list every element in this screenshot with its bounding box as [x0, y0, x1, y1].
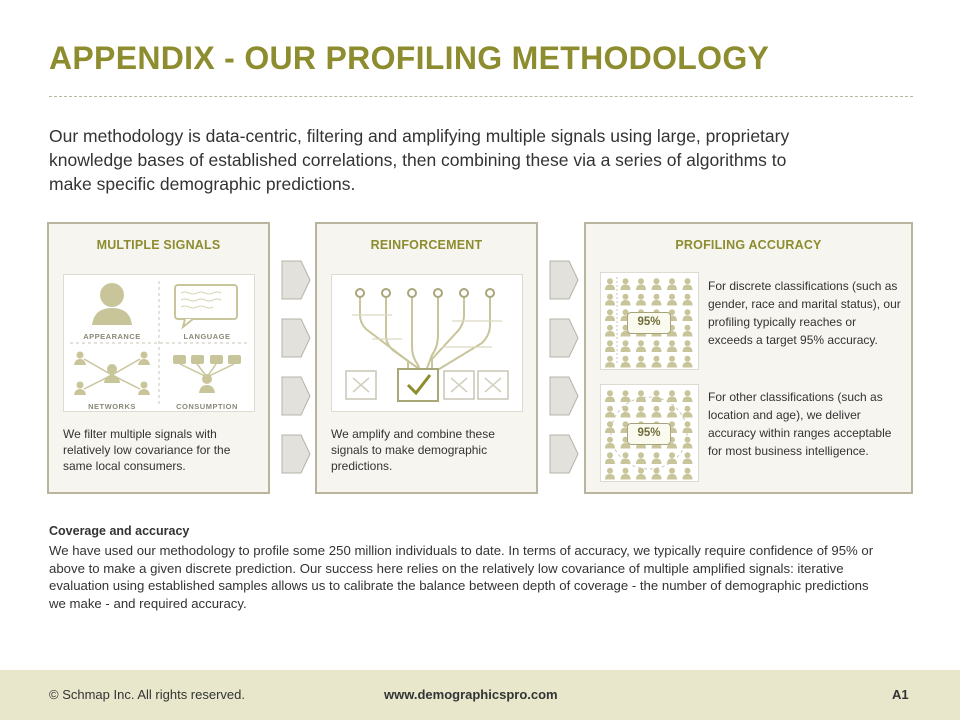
arrow-right-icon [281, 260, 311, 300]
person-icon [621, 468, 631, 480]
coverage-title: Coverage and accuracy [49, 524, 190, 538]
person-icon [652, 468, 662, 480]
appearance-cell [64, 275, 160, 341]
person-icon [667, 468, 677, 480]
reinforcement-diagram [331, 274, 523, 412]
person-icon [605, 340, 615, 352]
person-icon [667, 406, 677, 418]
person-icon [652, 278, 662, 290]
network-people-icon [64, 345, 160, 401]
reinforcement-panel [315, 222, 538, 494]
person-icon [605, 437, 615, 449]
person-icon [683, 452, 693, 464]
shopping-baskets-icon [159, 345, 255, 401]
person-icon [683, 325, 693, 337]
consumption-label: CONSUMPTION [176, 402, 238, 411]
person-icon [621, 294, 631, 306]
multiple-signals-description: We filter multiple signals with relatively low covariance for the same local consumers. [63, 427, 231, 473]
profiling-accuracy-heading: PROFILING ACCURACY [675, 238, 822, 252]
other-accuracy-grid [600, 384, 699, 482]
arrow-right-icon [549, 318, 579, 358]
person-icon [621, 278, 631, 290]
footer-copyright: © Schmap Inc. All rights reserved. [49, 687, 245, 702]
person-icon [636, 390, 646, 402]
discrete-accuracy-description: For discrete classifications (such as gender, race and marital status), our profiling typically reaches or exceeds a target 95% accuracy. [708, 279, 901, 347]
arrow-right-icon [281, 376, 311, 416]
person-icon [652, 390, 662, 402]
person-icon [605, 325, 615, 337]
reinforcement-description: We amplify and combine these signals to make demographic predictions. [331, 427, 495, 473]
reinforcement-heading: REINFORCEMENT [370, 238, 483, 252]
person-icon [605, 309, 615, 321]
person-icon [667, 340, 677, 352]
arrow-right-icon [281, 434, 311, 474]
person-icon [605, 278, 615, 290]
person-bust-icon [64, 275, 160, 331]
person-icon [652, 406, 662, 418]
page-title: APPENDIX - OUR PROFILING METHODOLOGY [49, 40, 770, 76]
person-icon [605, 421, 615, 433]
person-icon [683, 437, 693, 449]
networks-label: NETWORKS [88, 402, 136, 411]
language-cell [159, 275, 255, 341]
language-label: LANGUAGE [183, 332, 231, 341]
signal-combination-diagram [332, 275, 522, 411]
person-icon [605, 390, 615, 402]
appearance-label: APPEARANCE [83, 332, 141, 341]
person-icon [683, 278, 693, 290]
person-icon [605, 468, 615, 480]
person-icon [636, 468, 646, 480]
consumption-cell [159, 345, 255, 411]
person-icon [683, 356, 693, 368]
arrow-right-icon [281, 318, 311, 358]
person-icon [667, 452, 677, 464]
profiling-accuracy-panel [584, 222, 913, 494]
signals-grid [63, 274, 255, 412]
person-icon [652, 452, 662, 464]
person-icon [667, 390, 677, 402]
footer [0, 670, 960, 720]
person-icon [652, 356, 662, 368]
person-icon [667, 294, 677, 306]
title-divider [49, 96, 913, 97]
person-icon [621, 340, 631, 352]
person-icon [605, 452, 615, 464]
arrow-right-icon [549, 376, 579, 416]
person-icon [683, 294, 693, 306]
person-icon [683, 468, 693, 480]
coverage-paragraph: We have used our methodology to profile some 250 million individuals to date. In terms of accuracy, we typically require confidence of 95% or above to make a given discrete prediction. Our success here relies on the relatively low covariance of multiple amplified signals: iterative evaluation using established samples allows us to calibrate the balance between depth of coverage - the number of demographic predictions we make - and required accuracy. [49, 543, 874, 611]
intro-paragraph: Our methodology is data-centric, filtering and amplifying multiple signals using large, proprietary knowledge bases of established correlations, then combining these via a series of algorithms to make specific demographic predictions. [49, 126, 790, 194]
person-icon [605, 406, 615, 418]
multiple-signals-heading: MULTIPLE SIGNALS [96, 238, 221, 252]
person-icon [636, 294, 646, 306]
person-icon [683, 340, 693, 352]
accuracy-badge-discrete: 95% [627, 312, 671, 334]
person-icon [683, 309, 693, 321]
accuracy-badge-other: 95% [627, 423, 671, 445]
speech-bubble-icon [159, 275, 255, 331]
person-icon [636, 278, 646, 290]
person-icon [683, 390, 693, 402]
arrow-right-icon [549, 260, 579, 300]
person-icon [636, 406, 646, 418]
person-icon [683, 406, 693, 418]
multiple-signals-panel [47, 222, 270, 494]
other-accuracy-description: For other classifications (such as location and age), we deliver accuracy within ranges acceptable for most business intelligence. [708, 390, 892, 458]
person-icon [636, 356, 646, 368]
arrow-right-icon [549, 434, 579, 474]
person-icon [636, 340, 646, 352]
person-icon [605, 356, 615, 368]
person-icon [667, 278, 677, 290]
person-icon [667, 356, 677, 368]
person-icon [683, 421, 693, 433]
person-icon [636, 452, 646, 464]
footer-website-link[interactable]: www.demographicspro.com [384, 687, 558, 702]
page-number: A1 [892, 687, 909, 702]
networks-cell [64, 345, 160, 411]
person-icon [605, 294, 615, 306]
person-icon [652, 340, 662, 352]
person-icon [621, 452, 631, 464]
discrete-accuracy-grid [600, 272, 699, 370]
person-icon [621, 356, 631, 368]
person-icon [652, 294, 662, 306]
person-icon [621, 390, 631, 402]
